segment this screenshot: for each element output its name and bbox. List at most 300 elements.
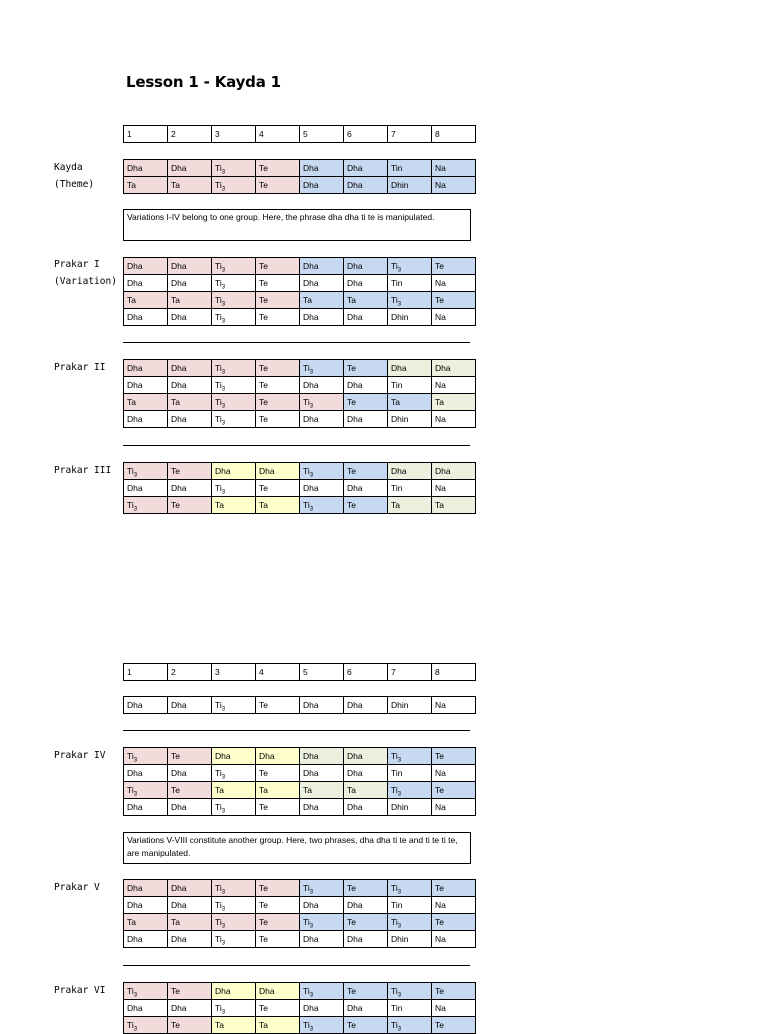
bol-cell: Dha <box>300 748 344 765</box>
syllable-subscript: 3 <box>221 774 226 781</box>
bol-row <box>124 897 476 914</box>
bol-cell: Ta <box>256 1017 300 1034</box>
bol-cell: $Ti_3$ <box>212 765 256 782</box>
syllable-subscript: 3 <box>133 506 138 513</box>
bol-cell: Dha <box>300 377 344 394</box>
bol-cell: Na <box>432 480 476 497</box>
syllable-subscript: 3 <box>133 757 138 764</box>
bol-cell: Ta <box>212 782 256 799</box>
bol-cell: Dha <box>168 697 212 714</box>
bol-cell: $Ti_3$ <box>388 258 432 275</box>
bol-cell: Na <box>432 765 476 782</box>
bol-cell: Ta <box>124 177 168 194</box>
syllable-subscript: 3 <box>221 706 226 713</box>
section-divider <box>123 730 470 731</box>
beat-number-cell: 7 <box>388 126 432 143</box>
bol-row <box>124 914 476 931</box>
bol-cell: Dhin <box>388 309 432 326</box>
syllable-subscript: 3 <box>397 791 402 798</box>
bol-cell: Dha <box>124 897 168 914</box>
bol-cell: Te <box>256 394 300 411</box>
bol-cell: $Ti_3$ <box>300 983 344 1000</box>
bol-cell: Dha <box>168 880 212 897</box>
bol-cell: Dha <box>124 411 168 428</box>
bol-cell: Dha <box>300 931 344 948</box>
bol-cell: Te <box>344 394 388 411</box>
bol-cell: Dha <box>124 765 168 782</box>
bol-cell: Dha <box>124 480 168 497</box>
beat-number-cell: 5 <box>300 126 344 143</box>
beat-number-cell: 3 <box>212 664 256 681</box>
bol-cell: Te <box>432 258 476 275</box>
bol-row <box>124 931 476 948</box>
bol-cell: Dha <box>300 697 344 714</box>
bol-cell: Dha <box>432 360 476 377</box>
bol-cell: Te <box>256 931 300 948</box>
label-prakar-1: Prakar I <box>54 259 100 270</box>
bol-cell: $Ti_3$ <box>124 1017 168 1034</box>
bol-cell: Te <box>168 497 212 514</box>
syllable-subscript: 3 <box>221 889 226 896</box>
syllable-subscript: 3 <box>221 403 226 410</box>
bol-cell: Te <box>256 292 300 309</box>
bol-cell: Dha <box>124 275 168 292</box>
bol-cell: Dhin <box>388 697 432 714</box>
prakar-2-table <box>123 359 476 428</box>
beat-header-table-2 <box>123 663 476 681</box>
bol-cell: $Ti_3$ <box>300 394 344 411</box>
bol-cell: Te <box>168 782 212 799</box>
bol-row <box>124 782 476 799</box>
prakar-6-table <box>123 982 476 1034</box>
bol-cell: Ta <box>124 394 168 411</box>
bol-cell: Dha <box>168 360 212 377</box>
bol-cell: $Ti_3$ <box>212 360 256 377</box>
bol-cell: Ta <box>300 292 344 309</box>
bol-cell: $Ti_3$ <box>300 914 344 931</box>
bol-cell: Te <box>432 914 476 931</box>
label-theme: (Theme) <box>54 179 95 190</box>
bol-cell: Dha <box>344 480 388 497</box>
bol-cell: Dha <box>212 983 256 1000</box>
bol-cell: Dha <box>256 983 300 1000</box>
bol-cell: Dha <box>344 258 388 275</box>
bol-cell: $Ti_3$ <box>388 983 432 1000</box>
section-divider <box>123 445 470 446</box>
bol-cell: $Ti_3$ <box>124 463 168 480</box>
syllable-subscript: 3 <box>221 808 226 815</box>
bol-row <box>124 748 476 765</box>
bol-row <box>124 377 476 394</box>
bol-cell: Na <box>432 275 476 292</box>
section-label-kayda <box>54 159 94 193</box>
bol-cell: Tin <box>388 897 432 914</box>
bol-cell: $Ti_3$ <box>212 897 256 914</box>
bol-row <box>124 360 476 377</box>
bol-cell: Te <box>256 799 300 816</box>
bol-cell: Dha <box>344 931 388 948</box>
bol-cell: $Ti_3$ <box>124 983 168 1000</box>
bol-cell: Te <box>432 983 476 1000</box>
bol-cell: Te <box>256 897 300 914</box>
bol-cell: Na <box>432 931 476 948</box>
bol-cell: Dha <box>344 897 388 914</box>
bol-cell: Na <box>432 377 476 394</box>
bol-cell: Dha <box>124 360 168 377</box>
bol-cell: Na <box>432 177 476 194</box>
bol-cell: Te <box>344 983 388 1000</box>
bol-cell: Dha <box>300 309 344 326</box>
bol-cell: Dha <box>168 411 212 428</box>
theme-table-2 <box>123 696 476 714</box>
bol-cell: Te <box>256 880 300 897</box>
bol-cell: Dha <box>300 480 344 497</box>
bol-cell: Dha <box>256 463 300 480</box>
bol-cell: Ta <box>168 394 212 411</box>
bol-cell: Dha <box>168 799 212 816</box>
bol-row <box>124 177 476 194</box>
bol-cell: Te <box>256 309 300 326</box>
bol-cell: Dha <box>124 160 168 177</box>
bol-cell: Dha <box>256 748 300 765</box>
bol-cell: Ta <box>432 497 476 514</box>
bol-cell: Dha <box>300 275 344 292</box>
bol-cell: $Ti_3$ <box>300 880 344 897</box>
section-label-prakar-1 <box>54 256 117 290</box>
bol-cell: $Ti_3$ <box>388 292 432 309</box>
bol-cell: Dha <box>300 258 344 275</box>
bol-cell: Ta <box>344 292 388 309</box>
bol-cell: $Ti_3$ <box>212 1000 256 1017</box>
bol-row <box>124 697 476 714</box>
bol-cell: Ta <box>168 914 212 931</box>
bol-cell: Dha <box>300 897 344 914</box>
kayda-table <box>123 159 476 194</box>
beat-header-row <box>124 664 476 681</box>
bol-cell: Tin <box>388 160 432 177</box>
bol-cell: Dha <box>124 799 168 816</box>
bol-cell: Na <box>432 897 476 914</box>
bol-cell: Na <box>432 799 476 816</box>
bol-cell: Dha <box>344 177 388 194</box>
bol-cell: Dha <box>168 275 212 292</box>
bol-cell: Te <box>432 292 476 309</box>
section-label-prakar-2: Prakar II <box>54 362 106 373</box>
bol-cell: Na <box>432 697 476 714</box>
beat-number-cell: 8 <box>432 664 476 681</box>
bol-cell: Dha <box>124 377 168 394</box>
bol-cell: Dha <box>388 360 432 377</box>
syllable-subscript: 3 <box>397 923 402 930</box>
beat-header-table <box>123 125 476 143</box>
bol-cell: $Ti_3$ <box>212 394 256 411</box>
label-variation: (Variation) <box>54 276 117 287</box>
syllable-subscript: 3 <box>309 992 314 999</box>
syllable-subscript: 3 <box>309 1026 314 1033</box>
bol-cell: $Ti_3$ <box>300 497 344 514</box>
syllable-subscript: 3 <box>309 506 314 513</box>
syllable-subscript: 3 <box>397 267 402 274</box>
syllable-subscript: 3 <box>309 889 314 896</box>
bol-cell: Ta <box>388 497 432 514</box>
bol-cell: Dha <box>124 697 168 714</box>
syllable-subscript: 3 <box>221 906 226 913</box>
bol-cell: Ta <box>388 394 432 411</box>
bol-cell: Dha <box>124 1000 168 1017</box>
bol-row <box>124 880 476 897</box>
syllable-subscript: 3 <box>397 301 402 308</box>
bol-row <box>124 497 476 514</box>
beat-number-cell: 7 <box>388 664 432 681</box>
beat-number-cell: 5 <box>300 664 344 681</box>
bol-cell: Tin <box>388 377 432 394</box>
beat-number-cell: 2 <box>168 126 212 143</box>
syllable-subscript: 3 <box>309 923 314 930</box>
syllable-subscript: 3 <box>221 169 226 176</box>
bol-cell: Tin <box>388 765 432 782</box>
bol-cell: Dha <box>124 931 168 948</box>
bol-cell: Tin <box>388 275 432 292</box>
bol-cell: Dha <box>300 411 344 428</box>
syllable-subscript: 3 <box>397 992 402 999</box>
bol-row <box>124 394 476 411</box>
prakar-5-table <box>123 879 476 948</box>
bol-cell: Te <box>432 880 476 897</box>
beat-number-cell: 4 <box>256 126 300 143</box>
section-label-prakar-4: Prakar IV <box>54 750 106 761</box>
bol-row <box>124 463 476 480</box>
label-kayda: Kayda <box>54 162 83 173</box>
bol-cell: $Ti_3$ <box>388 914 432 931</box>
bol-row <box>124 983 476 1000</box>
bol-cell: $Ti_3$ <box>212 309 256 326</box>
syllable-subscript: 3 <box>133 472 138 479</box>
syllable-subscript: 3 <box>133 791 138 798</box>
prakar-1-table <box>123 257 476 326</box>
prakar-4-table <box>123 747 476 816</box>
bol-cell: Dha <box>344 748 388 765</box>
beat-number-cell: 6 <box>344 664 388 681</box>
bol-cell: Dha <box>168 480 212 497</box>
syllable-subscript: 3 <box>221 301 226 308</box>
syllable-subscript: 3 <box>221 420 226 427</box>
bol-cell: Dhin <box>388 931 432 948</box>
bol-cell: Dha <box>168 1000 212 1017</box>
bol-cell: Dha <box>344 309 388 326</box>
bol-cell: Dhin <box>388 177 432 194</box>
bol-row <box>124 309 476 326</box>
bol-cell: Dhin <box>388 411 432 428</box>
bol-cell: Ta <box>432 394 476 411</box>
bol-cell: Dha <box>344 411 388 428</box>
bol-cell: $Ti_3$ <box>124 497 168 514</box>
bol-cell: Dha <box>344 275 388 292</box>
syllable-subscript: 3 <box>309 472 314 479</box>
bol-cell: $Ti_3$ <box>300 1017 344 1034</box>
bol-cell: Te <box>168 983 212 1000</box>
bol-cell: Na <box>432 411 476 428</box>
bol-row <box>124 275 476 292</box>
bol-cell: $Ti_3$ <box>212 880 256 897</box>
bol-cell: $Ti_3$ <box>212 480 256 497</box>
syllable-subscript: 3 <box>221 318 226 325</box>
bol-cell: Te <box>256 275 300 292</box>
syllable-subscript: 3 <box>309 369 314 376</box>
section-label-prakar-6: Prakar VI <box>54 985 106 996</box>
bol-cell: Ta <box>168 292 212 309</box>
bol-cell: Dha <box>344 1000 388 1017</box>
bol-cell: $Ti_3$ <box>212 177 256 194</box>
bol-cell: $Ti_3$ <box>124 748 168 765</box>
bol-cell: Ta <box>300 782 344 799</box>
bol-cell: Na <box>432 1000 476 1017</box>
bol-cell: Te <box>432 1017 476 1034</box>
bol-cell: Te <box>168 748 212 765</box>
bol-row <box>124 799 476 816</box>
bol-cell: Ta <box>124 914 168 931</box>
group-note-2: Variations V-VIII constitute another group. Here, two phrases, dha dha ti te and ti te ti te, are manipulated. <box>123 832 471 864</box>
bol-row <box>124 1000 476 1017</box>
bol-row <box>124 160 476 177</box>
bol-cell: Te <box>344 1017 388 1034</box>
bol-cell: Dha <box>168 160 212 177</box>
bol-cell: Dha <box>212 748 256 765</box>
beat-number-cell: 1 <box>124 126 168 143</box>
beat-number-cell: 6 <box>344 126 388 143</box>
bol-cell: Dhin <box>388 799 432 816</box>
syllable-subscript: 3 <box>397 889 402 896</box>
syllable-subscript: 3 <box>221 369 226 376</box>
bol-cell: Te <box>344 914 388 931</box>
bol-cell: $Ti_3$ <box>388 748 432 765</box>
bol-cell: Te <box>432 748 476 765</box>
bol-cell: $Ti_3$ <box>388 782 432 799</box>
bol-cell: Dha <box>168 309 212 326</box>
bol-cell: Te <box>168 463 212 480</box>
bol-cell: Te <box>344 880 388 897</box>
bol-cell: Te <box>168 1017 212 1034</box>
bol-cell: $Ti_3$ <box>388 1017 432 1034</box>
bol-cell: Ta <box>168 177 212 194</box>
bol-cell: Te <box>344 463 388 480</box>
section-label-prakar-3: Prakar III <box>54 465 112 476</box>
syllable-subscript: 3 <box>221 489 226 496</box>
beat-number-cell: 1 <box>124 664 168 681</box>
bol-cell: Tin <box>388 480 432 497</box>
bol-cell: Dha <box>432 463 476 480</box>
bol-cell: Te <box>256 1000 300 1017</box>
bol-cell: Te <box>256 360 300 377</box>
syllable-subscript: 3 <box>221 284 226 291</box>
syllable-subscript: 3 <box>221 940 226 947</box>
beat-number-cell: 4 <box>256 664 300 681</box>
bol-cell: Te <box>256 411 300 428</box>
bol-cell: Te <box>256 914 300 931</box>
bol-cell: Te <box>256 480 300 497</box>
syllable-subscript: 3 <box>221 267 226 274</box>
group-note-1: Variations I-IV belong to one group. Here, the phrase dha dha ti te is manipulated. <box>123 209 471 241</box>
bol-cell: Dha <box>124 880 168 897</box>
bol-cell: Dha <box>168 258 212 275</box>
bol-cell: Te <box>432 782 476 799</box>
bol-cell: $Ti_3$ <box>212 931 256 948</box>
bol-cell: $Ti_3$ <box>212 411 256 428</box>
bol-cell: Dha <box>300 160 344 177</box>
bol-cell: Dha <box>168 897 212 914</box>
bol-cell: $Ti_3$ <box>212 914 256 931</box>
beat-number-cell: 3 <box>212 126 256 143</box>
bol-cell: Dha <box>212 463 256 480</box>
bol-cell: Te <box>256 765 300 782</box>
bol-cell: Ta <box>256 782 300 799</box>
bol-cell: Dha <box>344 160 388 177</box>
bol-cell: Dha <box>168 377 212 394</box>
bol-cell: $Ti_3$ <box>212 160 256 177</box>
syllable-subscript: 3 <box>221 386 226 393</box>
bol-row <box>124 258 476 275</box>
syllable-subscript: 3 <box>133 992 138 999</box>
bol-row <box>124 480 476 497</box>
bol-cell: Dha <box>300 1000 344 1017</box>
page-title: Lesson 1 - Kayda 1 <box>126 73 281 91</box>
bol-cell: Dha <box>168 765 212 782</box>
bol-cell: $Ti_3$ <box>388 880 432 897</box>
bol-cell: $Ti_3$ <box>212 258 256 275</box>
bol-cell: Te <box>344 360 388 377</box>
bol-cell: $Ti_3$ <box>212 292 256 309</box>
syllable-subscript: 3 <box>221 186 226 193</box>
bol-cell: $Ti_3$ <box>212 697 256 714</box>
bol-row <box>124 1017 476 1034</box>
bol-cell: Te <box>256 258 300 275</box>
bol-cell: Dha <box>344 799 388 816</box>
bol-cell: Te <box>256 697 300 714</box>
bol-row <box>124 411 476 428</box>
bol-cell: Dha <box>300 799 344 816</box>
bol-cell: Dha <box>344 697 388 714</box>
bol-cell: Te <box>256 377 300 394</box>
syllable-subscript: 3 <box>309 403 314 410</box>
bol-cell: Te <box>344 497 388 514</box>
bol-cell: $Ti_3$ <box>124 782 168 799</box>
bol-cell: $Ti_3$ <box>212 275 256 292</box>
beat-number-cell: 8 <box>432 126 476 143</box>
bol-cell: Dha <box>300 765 344 782</box>
syllable-subscript: 3 <box>397 1026 402 1033</box>
bol-cell: Dha <box>168 931 212 948</box>
bol-cell: Dha <box>388 463 432 480</box>
beat-header-row <box>124 126 476 143</box>
section-divider <box>123 965 470 966</box>
bol-cell: Ta <box>256 497 300 514</box>
bol-cell: Dha <box>124 258 168 275</box>
bol-cell: Na <box>432 160 476 177</box>
bol-row <box>124 292 476 309</box>
syllable-subscript: 3 <box>397 757 402 764</box>
bol-cell: Dha <box>300 177 344 194</box>
bol-cell: $Ti_3$ <box>212 799 256 816</box>
bol-cell: Ta <box>212 1017 256 1034</box>
bol-cell: Ta <box>212 497 256 514</box>
syllable-subscript: 3 <box>221 1009 226 1016</box>
bol-cell: Dha <box>344 765 388 782</box>
prakar-3-table <box>123 462 476 514</box>
bol-cell: Ta <box>344 782 388 799</box>
bol-cell: Na <box>432 309 476 326</box>
bol-cell: Dha <box>344 377 388 394</box>
beat-number-cell: 2 <box>168 664 212 681</box>
bol-cell: $Ti_3$ <box>300 360 344 377</box>
